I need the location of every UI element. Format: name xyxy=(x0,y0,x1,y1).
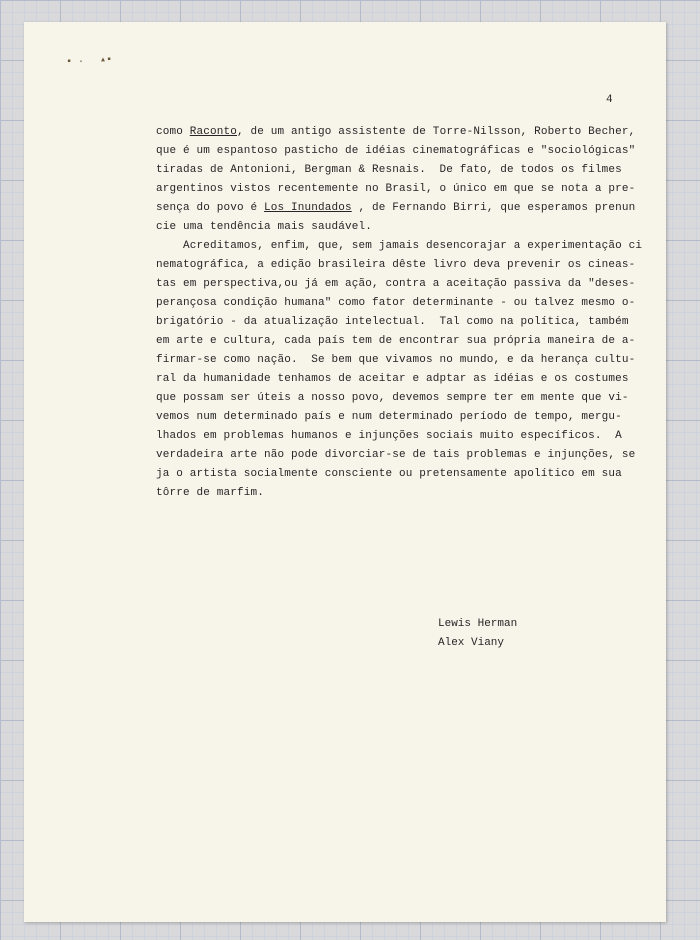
staple-mark-left: ▪ xyxy=(66,57,73,68)
text-line: que possam ser úteis a nosso povo, devemos sempre ter em mente que vi- xyxy=(156,392,629,404)
text-segment: , de um antigo assistente de Torre-Nilsson, Roberto Becher, xyxy=(237,126,636,138)
text-line: ral da humanidade tenhamos de aceitar e adptar as idéias e os costumes xyxy=(156,373,629,385)
text-line: brigatório - da atualização intelectual. Tal como na política, também xyxy=(156,316,629,328)
text-line: tiradas de Antonioni, Bergman & Resnais. De fato, de todos os filmes xyxy=(156,164,622,176)
text-segment: como xyxy=(156,126,190,138)
film-title-raconto: Raconto xyxy=(189,126,238,138)
text-line: ja o artista socialmente consciente ou pretensamente apolítico em sua xyxy=(156,468,622,480)
text-line: Acreditamos, enfim, que, sem jamais desencorajar a experimentação ci xyxy=(156,240,643,252)
text-segment: , de Fernando Birri, que esperamos prenun xyxy=(351,202,636,214)
page-number: 4 xyxy=(606,94,613,106)
text-line xyxy=(156,123,654,142)
text-segment: sença do povo é xyxy=(156,202,265,214)
text-line: lhados em problemas humanos e injunções sociais muito específicos. A xyxy=(156,430,622,442)
document-page xyxy=(24,22,666,922)
staple-mark-dot: · xyxy=(78,57,85,68)
text-line: argentinos vistos recentemente no Brasil, o único em que se nota a pre- xyxy=(156,183,636,195)
staple-mark-right: ▴▪ xyxy=(100,55,113,66)
text-line: tas em perspectiva,ou já em ação, contra a aceitação passiva da "deses- xyxy=(156,278,636,290)
text-line: perançosa condição humana" como fator determinante - ou talvez mesmo o- xyxy=(156,297,636,309)
text-line: verdadeira arte não pode divorciar-se de tais problemas e injunções, se xyxy=(156,449,636,461)
author-name: Lewis Herman xyxy=(438,618,518,630)
text-line: em arte e cultura, cada país tem de encontrar sua própria maneira de a- xyxy=(156,335,636,347)
film-title-los-inundados: Los Inundados xyxy=(264,202,352,214)
text-line: que é um espantoso pasticho de idéias cinematográficas e "sociológicas" xyxy=(156,145,636,157)
text-line: cie uma tendência mais saudável. xyxy=(156,221,373,233)
text-line xyxy=(156,199,654,218)
text-line: tôrre de marfim. xyxy=(156,487,265,499)
text-line: nematográfica, a edição brasileira dêste livro deva prevenir os cineas- xyxy=(156,259,636,271)
author-name: Alex Viany xyxy=(438,637,505,649)
text-line: vemos num determinado país e num determinado período de tempo, mergu- xyxy=(156,411,622,423)
body-text xyxy=(156,123,654,503)
text-line: firmar-se como nação. Se bem que vivamos no mundo, e da herança cultu- xyxy=(156,354,636,366)
signature-block xyxy=(438,615,517,653)
